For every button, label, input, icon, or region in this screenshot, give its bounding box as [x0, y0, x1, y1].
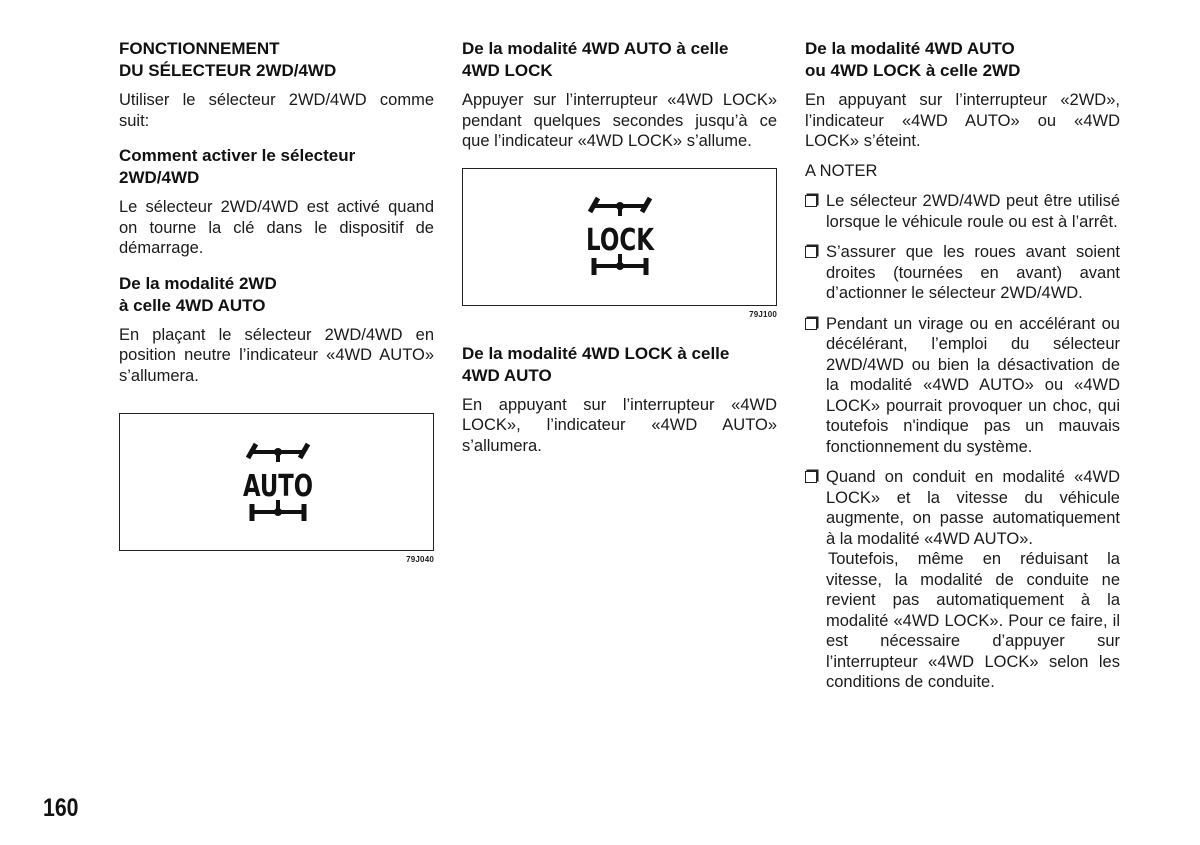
paragraph: En appuyant sur l’interrupteur «2WD», l’indicateur «4WD AUTO» ou «4WD LOCK» s’éteint. [805, 91, 1120, 150]
column-middle [462, 38, 777, 456]
figure-4wd-lock [462, 168, 777, 306]
note-item [805, 467, 1120, 693]
note-item [805, 314, 1120, 458]
section-heading-to-2wd [805, 38, 1120, 82]
section-heading-lock-to-auto [462, 343, 777, 387]
heading-line: Comment activer le sélecteur [119, 146, 356, 165]
checkbox-bullet-icon [805, 318, 817, 330]
4wd-auto-indicator-icon [242, 440, 314, 528]
paragraph: Utiliser le sélecteur 2WD/4WD comme suit: [119, 91, 434, 130]
paragraph: Le sélecteur 2WD/4WD est activé quand on tourne la clé dans le dispositif de démarrage. [119, 198, 434, 257]
note-title: A NOTER [805, 161, 878, 180]
heading-line: De la modalité 4WD AUTO [805, 39, 1015, 58]
note-continuation: Toutefois, même en réduisant la vitesse, la modalité de conduite ne revient pas automatiquement à la modalité «4WD LOCK». Pour ce faire, il est nécessaire d’appuyer sur l’interrupteur «4WD LOCK» selon les conditions de conduite. [826, 550, 1120, 691]
heading-line: De la modalité 4WD AUTO à celle [462, 39, 729, 58]
heading-line: De la modalité 4WD LOCK à celle [462, 343, 730, 363]
icon-text: LOCK [586, 222, 656, 258]
note-text: Pendant un virage ou en accélérant ou décélérant, l’emploi du sélecteur 2WD/4WD ou bien la désactivation de la modalité «4WD AUTO» ou «4WD LOCK» pourrait provoquer un choc, qui toutefois n'indique pas un mauvais fonctionnement du système. [826, 314, 1120, 456]
section-heading-auto-to-lock [462, 38, 777, 82]
note-item [805, 242, 1120, 304]
heading-line: 4WD LOCK [462, 61, 553, 80]
section-heading-fonctionnement [119, 38, 434, 82]
heading-line: FONCTIONNEMENT [119, 39, 280, 58]
paragraph: Appuyer sur l’interrupteur «4WD LOCK» pendant quelques secondes jusqu’à ce que l’indicateur «4WD LOCK» s’allume. [462, 91, 777, 150]
note-text: Quand on conduit en modalité «4WD LOCK» et la vitesse du véhicule augmente, on passe automatiquement à la modalité «4WD AUTO». [826, 468, 1120, 548]
page-number: 160 [43, 794, 79, 822]
note-text: S’assurer que les roues avant soient droites (tournées en avant) avant d’actionner le sélecteur 2WD/4WD. [826, 243, 1120, 302]
column-right [805, 38, 1120, 693]
heading-line: De la modalité 2WD [119, 273, 277, 293]
paragraph: En appuyant sur l’interrupteur «4WD LOCK», l’indicateur «4WD AUTO» s’allumera. [462, 395, 777, 455]
checkbox-bullet-icon [805, 246, 817, 258]
section-heading-activer [119, 145, 434, 189]
checkbox-bullet-icon [805, 471, 817, 483]
heading-line: ou 4WD LOCK à celle 2WD [805, 61, 1021, 80]
figure-code: 79J100 [749, 309, 777, 319]
notes-list [805, 191, 1120, 693]
checkbox-bullet-icon [805, 195, 817, 207]
note-text: Le sélecteur 2WD/4WD peut être utilisé lorsque le véhicule roule ou est à l’arrêt. [826, 192, 1120, 231]
note-item [805, 191, 1120, 232]
4wd-lock-indicator-icon [584, 194, 656, 282]
heading-line: à celle 4WD AUTO [119, 295, 266, 315]
heading-line: 4WD AUTO [462, 365, 552, 385]
column-left [119, 38, 434, 564]
icon-text: AUTO [243, 469, 313, 504]
heading-line: DU SÉLECTEUR 2WD/4WD [119, 61, 337, 80]
figure-code: 79J040 [406, 555, 434, 564]
section-heading-2wd-to-auto [119, 273, 434, 317]
figure-4wd-auto [119, 413, 434, 551]
heading-line: 2WD/4WD [119, 168, 200, 187]
paragraph: En plaçant le sélecteur 2WD/4WD en position neutre l’indicateur «4WD AUTO» s’allumera. [119, 325, 434, 385]
